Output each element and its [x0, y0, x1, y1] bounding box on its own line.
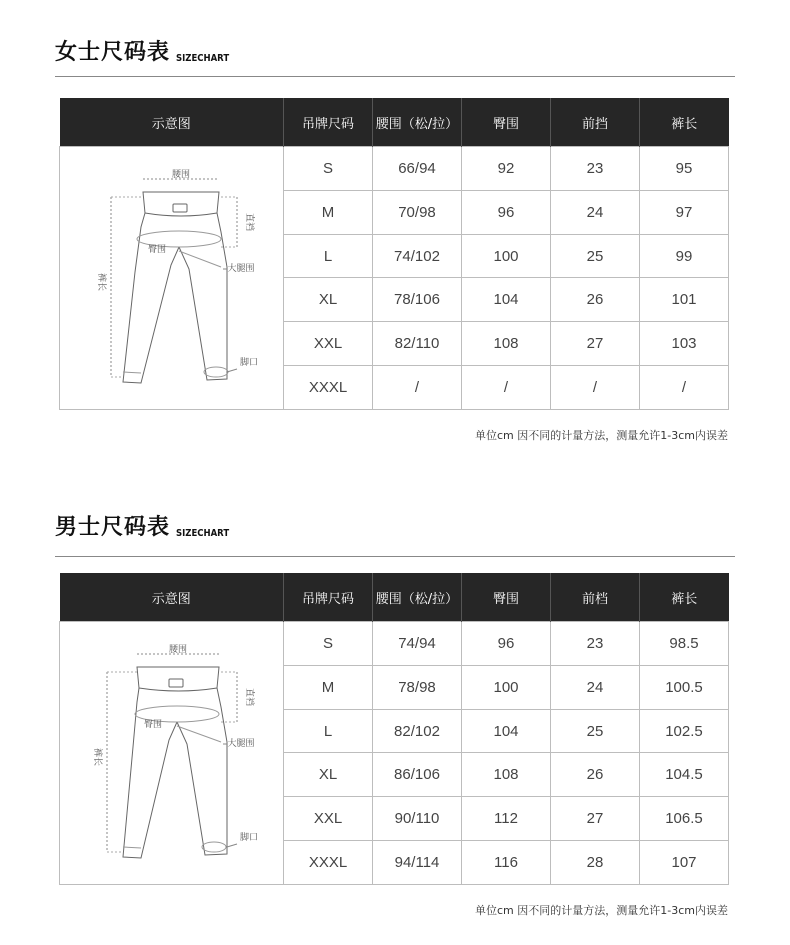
- cell-hip: /: [462, 366, 551, 410]
- cell-length: 95: [640, 147, 729, 191]
- cell-hip: 116: [462, 841, 551, 885]
- cell-length: 103: [640, 322, 729, 366]
- cell-waist: 82/102: [373, 709, 462, 753]
- cell-waist: 86/106: [373, 753, 462, 797]
- cell-size: XL: [284, 278, 373, 322]
- cell-length: 107: [640, 841, 729, 885]
- men-title-divider: [55, 556, 735, 557]
- cell-rise: 23: [551, 147, 640, 191]
- cell-size: S: [284, 147, 373, 191]
- hem-label: 脚口: [239, 833, 258, 843]
- men-pants-diagram-cell: [60, 622, 284, 885]
- length-label: 裤长: [95, 272, 106, 292]
- table-header-row: [60, 573, 729, 622]
- cell-size: XXXL: [284, 841, 373, 885]
- cell-hip: 100: [462, 665, 551, 709]
- header-diagram: 示意图: [60, 98, 284, 147]
- women-pants-diagram-cell: [60, 147, 284, 410]
- cell-waist: /: [373, 366, 462, 410]
- header-length: 裤长: [640, 573, 729, 622]
- cell-length: 100.5: [640, 665, 729, 709]
- cell-hip: 96: [462, 622, 551, 666]
- cell-waist: 74/102: [373, 234, 462, 278]
- hip-label: 臀围: [147, 245, 166, 255]
- cell-size: XXL: [284, 797, 373, 841]
- table-row: [60, 622, 729, 666]
- cell-waist: 94/114: [373, 841, 462, 885]
- men-measurement-note: 单位cm 因不同的计量方法，测量允许1-3cm内误差: [475, 904, 728, 917]
- cell-rise: 27: [551, 797, 640, 841]
- cell-length: 97: [640, 190, 729, 234]
- cell-rise: 25: [551, 709, 640, 753]
- header-tag-size: 吊牌尺码: [284, 98, 373, 147]
- cell-hip: 104: [462, 709, 551, 753]
- length-label: 裤长: [91, 747, 102, 767]
- waist-label: 腰围: [168, 645, 187, 655]
- women-size-table: [59, 98, 729, 410]
- header-front-rise: 前挡: [551, 98, 640, 147]
- header-hip: 臀围: [462, 573, 551, 622]
- header-diagram: 示意图: [60, 573, 284, 622]
- header-hip: 臀围: [462, 98, 551, 147]
- header-waist: 腰围（松/拉）: [373, 573, 462, 622]
- cell-rise: 23: [551, 622, 640, 666]
- women-measurement-note: 单位cm 因不同的计量方法，测量允许1-3cm内误差: [475, 429, 728, 442]
- cell-hip: 112: [462, 797, 551, 841]
- cell-length: 99: [640, 234, 729, 278]
- cell-hip: 96: [462, 190, 551, 234]
- women-title-en: SIZECHART: [176, 53, 230, 64]
- cell-waist: 70/98: [373, 190, 462, 234]
- cell-length: 106.5: [640, 797, 729, 841]
- cell-size: S: [284, 622, 373, 666]
- cell-rise: 25: [551, 234, 640, 278]
- cell-waist: 82/110: [373, 322, 462, 366]
- hip-label: 臀围: [143, 720, 162, 730]
- cell-rise: /: [551, 366, 640, 410]
- cell-rise: 24: [551, 665, 640, 709]
- hem-label: 脚口: [239, 358, 258, 368]
- cell-hip: 108: [462, 753, 551, 797]
- cell-hip: 92: [462, 147, 551, 191]
- cell-size: XL: [284, 753, 373, 797]
- cell-size: M: [284, 190, 373, 234]
- cell-waist: 78/98: [373, 665, 462, 709]
- cell-length: 98.5: [640, 622, 729, 666]
- cell-size: L: [284, 709, 373, 753]
- waist-label: 腰围: [171, 170, 190, 180]
- women-title-divider: [55, 76, 735, 77]
- cell-rise: 24: [551, 190, 640, 234]
- table-header-row: [60, 98, 729, 147]
- women-section-title: [55, 40, 239, 66]
- cell-waist: 90/110: [373, 797, 462, 841]
- cell-length: /: [640, 366, 729, 410]
- cell-waist: 78/106: [373, 278, 462, 322]
- cell-rise: 27: [551, 322, 640, 366]
- men-title-en: SIZECHART: [176, 528, 230, 539]
- cell-size: XXL: [284, 322, 373, 366]
- cell-waist: 74/94: [373, 622, 462, 666]
- cell-hip: 108: [462, 322, 551, 366]
- thigh-label: 大腿围: [226, 739, 255, 749]
- cell-hip: 104: [462, 278, 551, 322]
- men-section-title: [55, 515, 239, 541]
- cell-length: 101: [640, 278, 729, 322]
- cell-hip: 100: [462, 234, 551, 278]
- header-length: 裤长: [640, 98, 729, 147]
- men-pants-diagram: [61, 622, 283, 880]
- header-tag-size: 吊牌尺码: [284, 573, 373, 622]
- women-title-cn: 女士尺码表: [55, 40, 171, 65]
- cell-length: 102.5: [640, 709, 729, 753]
- cell-rise: 26: [551, 278, 640, 322]
- table-row: [60, 147, 729, 191]
- rise-label: 直裆: [243, 212, 254, 232]
- thigh-label: 大腿围: [226, 264, 255, 274]
- men-size-table: [59, 573, 729, 885]
- header-front-rise: 前档: [551, 573, 640, 622]
- rise-label: 直裆: [243, 687, 254, 707]
- cell-waist: 66/94: [373, 147, 462, 191]
- cell-size: M: [284, 665, 373, 709]
- header-waist: 腰围（松/拉）: [373, 98, 462, 147]
- cell-rise: 28: [551, 841, 640, 885]
- men-title-cn: 男士尺码表: [55, 515, 171, 540]
- cell-rise: 26: [551, 753, 640, 797]
- cell-size: L: [284, 234, 373, 278]
- women-pants-diagram: [61, 147, 283, 405]
- cell-length: 104.5: [640, 753, 729, 797]
- cell-size: XXXL: [284, 366, 373, 410]
